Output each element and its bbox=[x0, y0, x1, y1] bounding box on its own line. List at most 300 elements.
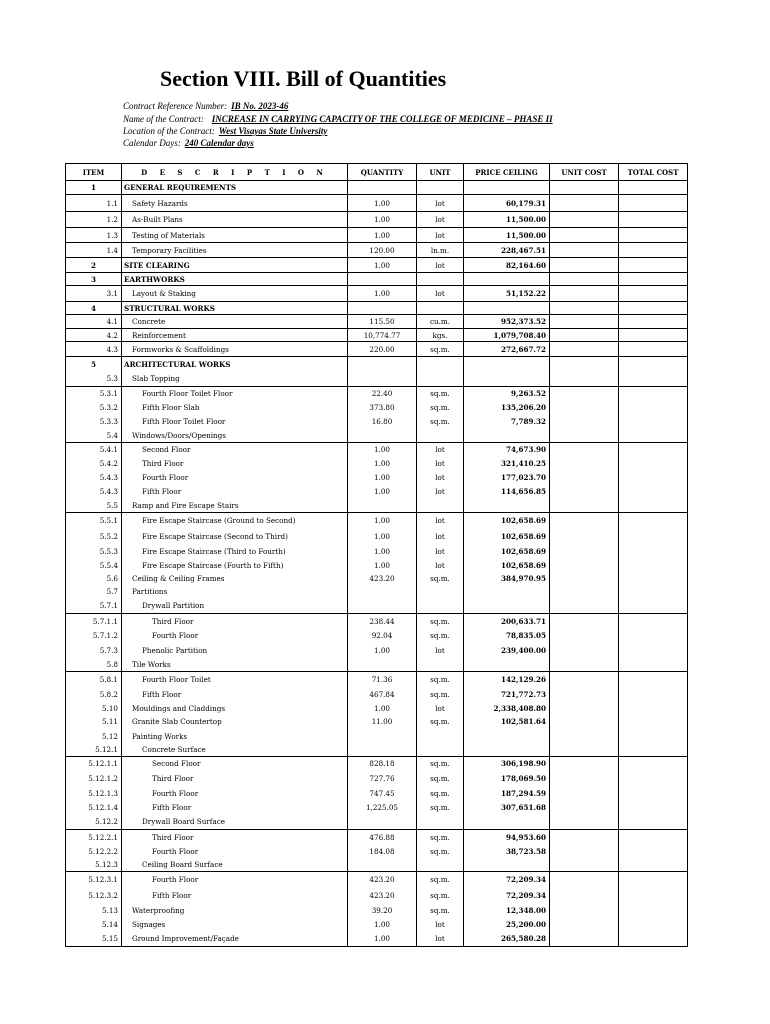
unit-cost-cell bbox=[550, 258, 619, 273]
description-cell: Third Floor bbox=[122, 457, 348, 471]
quantity-cell: 747.45 bbox=[348, 786, 417, 801]
description-cell: Formworks & Scaffoldings bbox=[122, 342, 348, 357]
unit-cell bbox=[417, 302, 464, 315]
item-cell: 1.2 bbox=[66, 212, 122, 228]
total-cost-cell bbox=[619, 918, 688, 932]
total-cost-cell bbox=[619, 629, 688, 643]
quantity-cell bbox=[348, 815, 417, 830]
quantity-cell bbox=[348, 181, 417, 195]
quantity-cell: 1.00 bbox=[348, 559, 417, 572]
quantity-cell: 92.04 bbox=[348, 629, 417, 643]
item-cell: 5.12 bbox=[66, 729, 122, 744]
total-cost-cell bbox=[619, 342, 688, 357]
quantity-cell: 1.00 bbox=[348, 545, 417, 559]
unit-cost-cell bbox=[550, 629, 619, 643]
header-item: ITEM bbox=[66, 164, 122, 181]
item-cell: 1 bbox=[66, 181, 122, 195]
description-cell: Second Floor bbox=[122, 757, 348, 771]
description-cell: Granite Slab Countertop bbox=[122, 715, 348, 729]
total-cost-cell bbox=[619, 872, 688, 888]
unit-cell: sq.m. bbox=[417, 387, 464, 401]
price-ceiling-cell: 142,129.26 bbox=[464, 672, 550, 688]
quantity-cell: 373.80 bbox=[348, 401, 417, 415]
unit-cell: sq.m. bbox=[417, 757, 464, 771]
quantity-cell bbox=[348, 372, 417, 387]
price-ceiling-cell: 384,970.95 bbox=[464, 572, 550, 585]
unit-cost-cell bbox=[550, 302, 619, 315]
unit-cost-cell bbox=[550, 932, 619, 947]
item-cell: 4.2 bbox=[66, 329, 122, 342]
total-cost-cell bbox=[619, 702, 688, 715]
quantity-cell: 238.44 bbox=[348, 614, 417, 629]
unit-cell: lot bbox=[417, 918, 464, 932]
description-cell: Fourth Floor bbox=[122, 845, 348, 858]
description-cell: Signages bbox=[122, 918, 348, 932]
unit-cost-cell bbox=[550, 830, 619, 845]
total-cost-cell bbox=[619, 599, 688, 614]
price-ceiling-cell: 94,953.60 bbox=[464, 830, 550, 845]
unit-cell: sq.m. bbox=[417, 830, 464, 845]
item-cell: 5.5.1 bbox=[66, 513, 122, 529]
quantity-cell: 1.00 bbox=[348, 932, 417, 947]
table-row bbox=[66, 858, 688, 872]
unit-cell: sq.m. bbox=[417, 872, 464, 888]
unit-cost-cell bbox=[550, 457, 619, 471]
unit-cell bbox=[417, 815, 464, 830]
quantity-cell: 39.20 bbox=[348, 903, 417, 918]
price-ceiling-cell bbox=[464, 273, 550, 286]
unit-cell: lot bbox=[417, 212, 464, 228]
total-cost-cell bbox=[619, 888, 688, 903]
total-cost-cell bbox=[619, 715, 688, 729]
contract-name-label: Name of the Contract: bbox=[123, 114, 204, 124]
table-row bbox=[66, 485, 688, 499]
table-row bbox=[66, 545, 688, 559]
unit-cell: kgs. bbox=[417, 329, 464, 342]
unit-cost-cell bbox=[550, 228, 619, 243]
description-cell: Safety Hazards bbox=[122, 195, 348, 212]
price-ceiling-cell: 239,400.00 bbox=[464, 643, 550, 659]
description-cell: As-Built Plans bbox=[122, 212, 348, 228]
total-cost-cell bbox=[619, 315, 688, 329]
table-row bbox=[66, 415, 688, 429]
header-unit: UNIT bbox=[417, 164, 464, 181]
unit-cost-cell bbox=[550, 643, 619, 659]
table-row bbox=[66, 513, 688, 529]
table-row bbox=[66, 457, 688, 471]
item-cell: 5.5 bbox=[66, 499, 122, 513]
total-cost-cell bbox=[619, 672, 688, 688]
unit-cell bbox=[417, 585, 464, 599]
unit-cost-cell bbox=[550, 286, 619, 302]
unit-cell: lot bbox=[417, 932, 464, 947]
quantity-cell bbox=[348, 273, 417, 286]
table-header-row bbox=[66, 164, 688, 181]
price-ceiling-cell: 9,263.52 bbox=[464, 387, 550, 401]
unit-cost-cell bbox=[550, 786, 619, 801]
contract-location-value: West Visayas State University bbox=[218, 126, 328, 136]
quantity-cell bbox=[348, 499, 417, 513]
item-cell: 5.10 bbox=[66, 702, 122, 715]
unit-cost-cell bbox=[550, 372, 619, 387]
description-cell: Reinforcement bbox=[122, 329, 348, 342]
price-ceiling-cell bbox=[464, 302, 550, 315]
unit-cell bbox=[417, 499, 464, 513]
item-cell: 4 bbox=[66, 302, 122, 315]
unit-cost-cell bbox=[550, 599, 619, 614]
item-cell: 1.1 bbox=[66, 195, 122, 212]
quantity-cell: 71.36 bbox=[348, 672, 417, 688]
price-ceiling-cell: 307,651.68 bbox=[464, 801, 550, 815]
total-cost-cell bbox=[619, 643, 688, 659]
quantity-cell: 220.00 bbox=[348, 342, 417, 357]
unit-cost-cell bbox=[550, 672, 619, 688]
unit-cost-cell bbox=[550, 529, 619, 545]
total-cost-cell bbox=[619, 903, 688, 918]
quantity-cell: 1.00 bbox=[348, 918, 417, 932]
item-cell: 1.3 bbox=[66, 228, 122, 243]
unit-cell bbox=[417, 181, 464, 195]
description-cell: Partitions bbox=[122, 585, 348, 599]
price-ceiling-cell: 82,164.60 bbox=[464, 258, 550, 273]
table-row bbox=[66, 258, 688, 273]
unit-cell: lot bbox=[417, 545, 464, 559]
contract-reference-label: Contract Reference Number: bbox=[123, 101, 228, 111]
price-ceiling-cell: 177,023.70 bbox=[464, 471, 550, 485]
description-cell: Slab Topping bbox=[122, 372, 348, 387]
unit-cell bbox=[417, 858, 464, 872]
unit-cell: lot bbox=[417, 485, 464, 499]
description-cell: Concrete Surface bbox=[122, 744, 348, 757]
table-row bbox=[66, 801, 688, 815]
price-ceiling-cell: 114,656.85 bbox=[464, 485, 550, 499]
unit-cost-cell bbox=[550, 513, 619, 529]
unit-cost-cell bbox=[550, 585, 619, 599]
unit-cell: lot bbox=[417, 228, 464, 243]
description-cell: Mouldings and Claddings bbox=[122, 702, 348, 715]
description-cell: Fourth Floor Toilet Floor bbox=[122, 387, 348, 401]
price-ceiling-cell: 200,633.71 bbox=[464, 614, 550, 629]
description-cell: Fire Escape Staircase (Second to Third) bbox=[122, 529, 348, 545]
description-cell: Fifth Floor bbox=[122, 485, 348, 499]
price-ceiling-cell: 60,179.31 bbox=[464, 195, 550, 212]
table-row bbox=[66, 273, 688, 286]
total-cost-cell bbox=[619, 195, 688, 212]
item-cell: 5.4.3 bbox=[66, 471, 122, 485]
total-cost-cell bbox=[619, 614, 688, 629]
description-cell: Fifth Floor bbox=[122, 888, 348, 903]
description-cell: Testing of Materials bbox=[122, 228, 348, 243]
description-cell: Fifth Floor Slab bbox=[122, 401, 348, 415]
unit-cost-cell bbox=[550, 273, 619, 286]
quantity-cell bbox=[348, 659, 417, 672]
unit-cost-cell bbox=[550, 415, 619, 429]
price-ceiling-cell bbox=[464, 858, 550, 872]
unit-cell: sq.m. bbox=[417, 415, 464, 429]
unit-cost-cell bbox=[550, 903, 619, 918]
quantity-cell: 467.84 bbox=[348, 688, 417, 702]
total-cost-cell bbox=[619, 858, 688, 872]
table-row bbox=[66, 357, 688, 372]
description-cell: SITE CLEARING bbox=[122, 258, 348, 273]
price-ceiling-cell: 1,079,708.40 bbox=[464, 329, 550, 342]
quantity-cell: 828.18 bbox=[348, 757, 417, 771]
item-cell: 5.6 bbox=[66, 572, 122, 585]
quantity-cell: 1.00 bbox=[348, 513, 417, 529]
unit-cell: sq.m. bbox=[417, 845, 464, 858]
table-row bbox=[66, 443, 688, 457]
table-row bbox=[66, 715, 688, 729]
description-cell: Fourth Floor bbox=[122, 471, 348, 485]
unit-cell bbox=[417, 729, 464, 744]
total-cost-cell bbox=[619, 429, 688, 443]
contract-reference-value: IB No. 2023-46 bbox=[231, 101, 289, 111]
table-row bbox=[66, 329, 688, 342]
table-row bbox=[66, 830, 688, 845]
quantity-cell: 727.76 bbox=[348, 771, 417, 786]
unit-cell: lot bbox=[417, 702, 464, 715]
unit-cost-cell bbox=[550, 329, 619, 342]
unit-cost-cell bbox=[550, 243, 619, 258]
unit-cell: ln.m. bbox=[417, 243, 464, 258]
price-ceiling-cell: 102,658.69 bbox=[464, 545, 550, 559]
total-cost-cell bbox=[619, 443, 688, 457]
total-cost-cell bbox=[619, 572, 688, 585]
quantity-cell: 423.20 bbox=[348, 572, 417, 585]
header-price-ceiling: PRICE CEILING bbox=[464, 164, 550, 181]
item-cell: 4.1 bbox=[66, 315, 122, 329]
table-row bbox=[66, 872, 688, 888]
quantity-cell: 1.00 bbox=[348, 485, 417, 499]
total-cost-cell bbox=[619, 585, 688, 599]
unit-cell bbox=[417, 357, 464, 372]
price-ceiling-cell: 306,198.90 bbox=[464, 757, 550, 771]
quantity-cell: 1.00 bbox=[348, 529, 417, 545]
quantity-cell: 1.00 bbox=[348, 212, 417, 228]
quantity-cell bbox=[348, 599, 417, 614]
calendar-days-value: 240 Calendar days bbox=[184, 138, 254, 148]
total-cost-cell bbox=[619, 786, 688, 801]
item-cell: 5 bbox=[66, 357, 122, 372]
description-cell: Phenolic Partition bbox=[122, 643, 348, 659]
item-cell: 5.8 bbox=[66, 659, 122, 672]
quantity-cell: 1.00 bbox=[348, 443, 417, 457]
header-description: D E S C R I P T I O N bbox=[122, 164, 348, 181]
total-cost-cell bbox=[619, 212, 688, 228]
contract-reference-line bbox=[123, 101, 288, 111]
unit-cost-cell bbox=[550, 815, 619, 830]
price-ceiling-cell: 11,500.00 bbox=[464, 228, 550, 243]
unit-cell: cu.m. bbox=[417, 315, 464, 329]
total-cost-cell bbox=[619, 243, 688, 258]
price-ceiling-cell: 721,772.73 bbox=[464, 688, 550, 702]
table-row bbox=[66, 729, 688, 744]
description-cell: Fourth Floor bbox=[122, 786, 348, 801]
description-cell: Fifth Floor bbox=[122, 688, 348, 702]
price-ceiling-cell bbox=[464, 585, 550, 599]
contract-location-label: Location of the Contract: bbox=[123, 126, 215, 136]
item-cell: 5.3.1 bbox=[66, 387, 122, 401]
price-ceiling-cell: 72,209.34 bbox=[464, 888, 550, 903]
description-cell: Fire Escape Staircase (Ground to Second) bbox=[122, 513, 348, 529]
price-ceiling-cell: 102,581.64 bbox=[464, 715, 550, 729]
table-row bbox=[66, 702, 688, 715]
item-cell: 5.4.1 bbox=[66, 443, 122, 457]
item-cell: 5.15 bbox=[66, 932, 122, 947]
price-ceiling-cell: 102,658.69 bbox=[464, 513, 550, 529]
unit-cost-cell bbox=[550, 429, 619, 443]
quantity-cell: 423.20 bbox=[348, 872, 417, 888]
table-row bbox=[66, 302, 688, 315]
quantity-cell bbox=[348, 744, 417, 757]
table-row bbox=[66, 757, 688, 771]
unit-cell: sq.m. bbox=[417, 629, 464, 643]
item-cell: 4.3 bbox=[66, 342, 122, 357]
total-cost-cell bbox=[619, 181, 688, 195]
quantity-cell: 1.00 bbox=[348, 195, 417, 212]
table-row bbox=[66, 629, 688, 643]
unit-cell: lot bbox=[417, 513, 464, 529]
price-ceiling-cell bbox=[464, 181, 550, 195]
total-cost-cell bbox=[619, 771, 688, 786]
price-ceiling-cell bbox=[464, 599, 550, 614]
total-cost-cell bbox=[619, 401, 688, 415]
item-cell: 5.12.1.1 bbox=[66, 757, 122, 771]
quantity-cell: 184.08 bbox=[348, 845, 417, 858]
price-ceiling-cell: 7,789.32 bbox=[464, 415, 550, 429]
unit-cost-cell bbox=[550, 729, 619, 744]
table-row bbox=[66, 932, 688, 947]
unit-cost-cell bbox=[550, 572, 619, 585]
table-row bbox=[66, 559, 688, 572]
unit-cost-cell bbox=[550, 471, 619, 485]
description-cell: Temporary Facilities bbox=[122, 243, 348, 258]
total-cost-cell bbox=[619, 302, 688, 315]
unit-cell: sq.m. bbox=[417, 715, 464, 729]
total-cost-cell bbox=[619, 688, 688, 702]
total-cost-cell bbox=[619, 801, 688, 815]
table-row bbox=[66, 372, 688, 387]
price-ceiling-cell: 187,294.59 bbox=[464, 786, 550, 801]
total-cost-cell bbox=[619, 729, 688, 744]
table-row bbox=[66, 599, 688, 614]
unit-cost-cell bbox=[550, 181, 619, 195]
unit-cost-cell bbox=[550, 485, 619, 499]
price-ceiling-cell: 12,348.00 bbox=[464, 903, 550, 918]
item-cell: 1.4 bbox=[66, 243, 122, 258]
contract-name-line bbox=[123, 114, 553, 124]
price-ceiling-cell bbox=[464, 357, 550, 372]
unit-cost-cell bbox=[550, 845, 619, 858]
bill-of-quantities-table bbox=[65, 163, 688, 947]
contract-location-line bbox=[123, 126, 327, 136]
unit-cost-cell bbox=[550, 443, 619, 457]
unit-cell: sq.m. bbox=[417, 801, 464, 815]
unit-cost-cell bbox=[550, 715, 619, 729]
quantity-cell: 423.20 bbox=[348, 888, 417, 903]
table-row bbox=[66, 212, 688, 228]
table-body bbox=[66, 181, 688, 947]
description-cell: GENERAL REQUIREMENTS bbox=[122, 181, 348, 195]
header-total-cost: TOTAL COST bbox=[619, 164, 688, 181]
quantity-cell: 1,225.05 bbox=[348, 801, 417, 815]
item-cell: 5.7.3 bbox=[66, 643, 122, 659]
unit-cost-cell bbox=[550, 771, 619, 786]
total-cost-cell bbox=[619, 485, 688, 499]
item-cell: 5.5.2 bbox=[66, 529, 122, 545]
unit-cell: lot bbox=[417, 286, 464, 302]
item-cell: 5.12.2.2 bbox=[66, 845, 122, 858]
calendar-days-label: Calendar Days: bbox=[123, 138, 181, 148]
table-row bbox=[66, 585, 688, 599]
item-cell: 5.3.3 bbox=[66, 415, 122, 429]
table-row bbox=[66, 744, 688, 757]
price-ceiling-cell: 2,338,408.80 bbox=[464, 702, 550, 715]
item-cell: 5.12.1.4 bbox=[66, 801, 122, 815]
total-cost-cell bbox=[619, 559, 688, 572]
quantity-cell bbox=[348, 858, 417, 872]
item-cell: 5.12.3.1 bbox=[66, 872, 122, 888]
item-cell: 5.8.2 bbox=[66, 688, 122, 702]
unit-cell: sq.m. bbox=[417, 342, 464, 357]
total-cost-cell bbox=[619, 815, 688, 830]
table-row bbox=[66, 387, 688, 401]
price-ceiling-cell: 25,200.00 bbox=[464, 918, 550, 932]
price-ceiling-cell bbox=[464, 499, 550, 513]
table-row bbox=[66, 918, 688, 932]
table-row bbox=[66, 342, 688, 357]
unit-cell: sq.m. bbox=[417, 888, 464, 903]
unit-cell: lot bbox=[417, 443, 464, 457]
unit-cell: sq.m. bbox=[417, 672, 464, 688]
unit-cost-cell bbox=[550, 401, 619, 415]
table-row bbox=[66, 815, 688, 830]
unit-cost-cell bbox=[550, 342, 619, 357]
unit-cost-cell bbox=[550, 888, 619, 903]
quantity-cell: 1.00 bbox=[348, 643, 417, 659]
total-cost-cell bbox=[619, 471, 688, 485]
unit-cell: lot bbox=[417, 457, 464, 471]
quantity-cell bbox=[348, 357, 417, 372]
description-cell: EARTHWORKS bbox=[122, 273, 348, 286]
table-row bbox=[66, 888, 688, 903]
unit-cell: lot bbox=[417, 258, 464, 273]
unit-cell: lot bbox=[417, 471, 464, 485]
unit-cost-cell bbox=[550, 801, 619, 815]
unit-cost-cell bbox=[550, 872, 619, 888]
unit-cost-cell bbox=[550, 545, 619, 559]
table-row bbox=[66, 903, 688, 918]
quantity-cell: 16.80 bbox=[348, 415, 417, 429]
quantity-cell bbox=[348, 585, 417, 599]
description-cell: Tile Works bbox=[122, 659, 348, 672]
item-cell: 5.7.1.2 bbox=[66, 629, 122, 643]
description-cell: STRUCTURAL WORKS bbox=[122, 302, 348, 315]
table-row bbox=[66, 845, 688, 858]
header-unit-cost: UNIT COST bbox=[550, 164, 619, 181]
price-ceiling-cell: 228,467.51 bbox=[464, 243, 550, 258]
description-cell: Third Floor bbox=[122, 830, 348, 845]
description-cell: Fourth Floor bbox=[122, 629, 348, 643]
price-ceiling-cell: 952,373.52 bbox=[464, 315, 550, 329]
item-cell: 5.5.3 bbox=[66, 545, 122, 559]
item-cell: 5.14 bbox=[66, 918, 122, 932]
unit-cell bbox=[417, 744, 464, 757]
price-ceiling-cell: 265,580.28 bbox=[464, 932, 550, 947]
unit-cell: sq.m. bbox=[417, 786, 464, 801]
table-row bbox=[66, 659, 688, 672]
price-ceiling-cell bbox=[464, 815, 550, 830]
